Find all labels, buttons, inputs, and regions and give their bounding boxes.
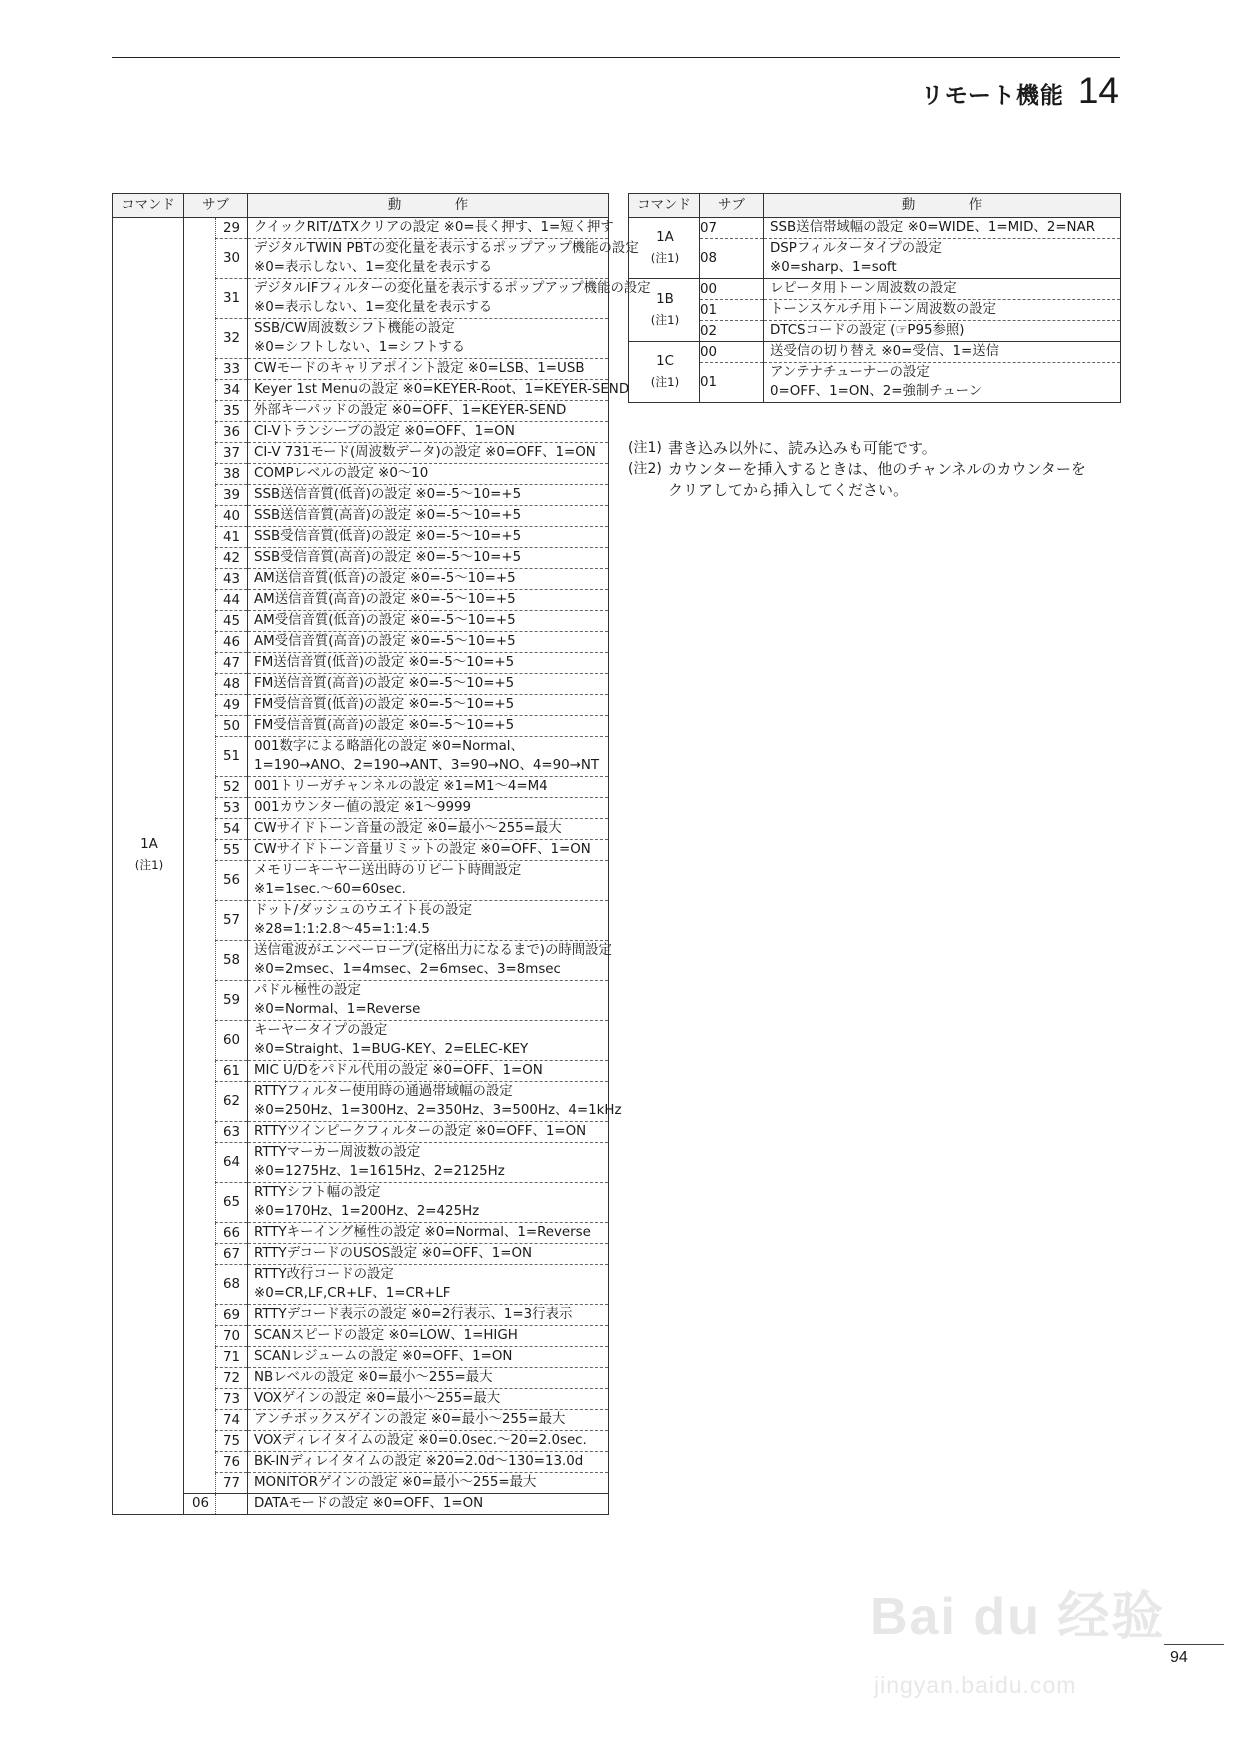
row-description <box>248 1452 609 1473</box>
description-line: アンテナチューナーの設定 <box>770 365 930 380</box>
description-line-2: ※0=シフトしない、1=シフトする <box>254 340 465 355</box>
sub-code: 34 <box>216 380 248 401</box>
description-line: MONITORゲインの設定 ※0=最小～255=最大 <box>254 1475 537 1490</box>
row-description <box>248 941 612 981</box>
row-description <box>248 1347 609 1368</box>
description-line: RTTYマーカー周波数の設定 <box>254 1145 421 1160</box>
table-header <box>113 194 609 218</box>
description-line: SSB送信帯域幅の設定 ※0=WIDE、1=MID、2=NAR <box>770 220 1096 235</box>
sub-code: 35 <box>216 401 248 422</box>
table-header <box>629 194 1121 218</box>
sub-blank-cell <box>184 218 216 1494</box>
sub-code: 42 <box>216 548 248 569</box>
header-command: コマンド <box>629 194 700 218</box>
description-line: MIC U/Dをパドル代用の設定 ※0=OFF、1=ON <box>254 1063 543 1078</box>
sub-code: 07 <box>700 218 764 239</box>
row-description <box>248 1305 609 1326</box>
header-command: コマンド <box>113 194 184 218</box>
sub-code: 61 <box>216 1061 248 1082</box>
row-description <box>248 506 609 527</box>
sub-code: 48 <box>216 674 248 695</box>
description-line: NBレベルの設定 ※0=最小～255=最大 <box>254 1370 493 1385</box>
description-line: デジタルIFフィルターの変化量を表示するポップアップ機能の設定 <box>254 281 651 296</box>
description-line: デジタルTWIN PBTの変化量を表示するポップアップ機能の設定 <box>254 241 639 256</box>
command-code: 1A <box>656 229 674 245</box>
command-code: 1C <box>656 353 674 369</box>
row-description <box>248 1389 609 1410</box>
sub-code: 29 <box>216 218 248 239</box>
description-line: アンチボックスゲインの設定 ※0=最小～255=最大 <box>254 1412 566 1427</box>
row-description <box>764 279 1121 300</box>
row-description <box>248 1122 609 1143</box>
row-description <box>764 363 1121 403</box>
description-line: RTTYキーイング極性の設定 ※0=Normal、1=Reverse <box>254 1225 591 1240</box>
description-line: レピータ用トーン周波数の設定 <box>770 281 957 296</box>
table-row <box>629 363 1121 403</box>
description-line: CI-Vトランシーブの設定 ※0=OFF、1=ON <box>254 424 515 439</box>
sub-code: 31 <box>216 279 248 319</box>
header-action: 動 作 <box>764 194 1121 218</box>
row-description <box>248 422 609 443</box>
description-line: SCANレジュームの設定 ※0=OFF、1=ON <box>254 1349 513 1364</box>
row-description <box>248 401 609 422</box>
row-description <box>248 695 609 716</box>
row-description <box>248 777 609 798</box>
sub-code: 69 <box>216 1305 248 1326</box>
row-description <box>248 218 614 239</box>
chapter-title: リモート機能 <box>920 83 1064 109</box>
right-table-body <box>629 218 1121 403</box>
table-row <box>629 239 1121 279</box>
sub-code: 00 <box>700 279 764 300</box>
description-line-2: ※0=250Hz、1=300Hz、2=350Hz、3=500Hz、4=1kHz <box>254 1103 622 1118</box>
note-text: 書き込み以外に、読み込みも可能です。 <box>668 439 937 457</box>
sub-code: 47 <box>216 653 248 674</box>
header-sub: サブ <box>184 194 248 218</box>
description-line: Keyer 1st Menuの設定 ※0=KEYER-Root、1=KEYER-SEND <box>254 382 630 397</box>
row-description <box>764 239 1121 279</box>
sub-code: 06 <box>184 1494 216 1515</box>
sub-code: 41 <box>216 527 248 548</box>
sub-code: 66 <box>216 1223 248 1244</box>
header-sub: サブ <box>700 194 764 218</box>
sub-code: 43 <box>216 569 248 590</box>
description-line-2: ※0=表示しない、1=変化量を表示する <box>254 300 493 315</box>
description-line: FM受信音質(高音)の設定 ※0=-5～10=+5 <box>254 718 515 733</box>
sub-code: 64 <box>216 1143 248 1183</box>
sub-code: 46 <box>216 632 248 653</box>
command-cell <box>629 218 700 279</box>
sub-code: 59 <box>216 981 248 1021</box>
command-code: 1B <box>656 291 674 307</box>
row-description <box>248 239 639 279</box>
sub-code: 54 <box>216 819 248 840</box>
row-description <box>248 737 609 777</box>
row-description <box>764 300 1121 321</box>
row-description <box>248 1431 609 1452</box>
description-line: DTCSコードの設定 (☞P95参照) <box>770 323 965 338</box>
sub-code: 45 <box>216 611 248 632</box>
description-line: BK-INディレイタイムの設定 ※20=2.0d～130=13.0d <box>254 1454 584 1469</box>
row-description <box>248 1473 609 1494</box>
page-number: 94 <box>1170 1649 1188 1666</box>
description-line-2: ※0=2msec、1=4msec、2=6msec、3=8msec <box>254 962 561 977</box>
table-row <box>629 279 1121 300</box>
row-description <box>248 1494 609 1515</box>
row-description <box>248 1326 609 1347</box>
description-line: AM受信音質(高音)の設定 ※0=-5～10=+5 <box>254 634 516 649</box>
header-action: 動 作 <box>248 194 609 218</box>
table-row <box>629 321 1121 342</box>
sub-code-empty <box>216 1494 248 1515</box>
row-description <box>248 1265 609 1305</box>
chapter-number: 14 <box>1077 70 1119 111</box>
sub-code: 65 <box>216 1183 248 1223</box>
table-row <box>629 300 1121 321</box>
watermark <box>870 1574 1170 1714</box>
description-line: VOXゲインの設定 ※0=最小～255=最大 <box>254 1391 501 1406</box>
row-description <box>248 1061 609 1082</box>
row-description <box>248 1143 609 1183</box>
sub-code: 38 <box>216 464 248 485</box>
description-line: AM送信音質(低音)の設定 ※0=-5～10=+5 <box>254 571 516 586</box>
description-line-2: ※0=表示しない、1=変化量を表示する <box>254 260 493 275</box>
watermark-url: jingyan.baidu.com <box>874 1672 1077 1698</box>
top-rule <box>112 57 1120 58</box>
sub-code: 01 <box>700 363 764 403</box>
sub-code: 68 <box>216 1265 248 1305</box>
row-description <box>248 632 609 653</box>
description-line: 001トリーガチャンネルの設定 ※1=M1～4=M4 <box>254 779 548 794</box>
sub-code: 60 <box>216 1021 248 1061</box>
description-line: FM送信音質(高音)の設定 ※0=-5～10=+5 <box>254 676 515 691</box>
sub-code: 02 <box>700 321 764 342</box>
sub-code: 36 <box>216 422 248 443</box>
description-line: ドット/ダッシュのウエイト長の設定 <box>254 903 472 918</box>
command-cell-empty <box>113 1494 184 1515</box>
sub-code: 53 <box>216 798 248 819</box>
description-line: DSPフィルタータイプの設定 <box>770 241 942 256</box>
table-row <box>113 1494 609 1515</box>
sub-code: 51 <box>216 737 248 777</box>
sub-code: 72 <box>216 1368 248 1389</box>
sub-code: 74 <box>216 1410 248 1431</box>
description-line: AM送信音質(高音)の設定 ※0=-5～10=+5 <box>254 592 516 607</box>
row-description <box>248 611 609 632</box>
row-description <box>248 443 609 464</box>
sub-code: 08 <box>700 239 764 279</box>
row-description <box>248 569 609 590</box>
sub-code: 62 <box>216 1082 248 1122</box>
description-line-2: ※0=Normal、1=Reverse <box>254 1002 421 1017</box>
description-line-2: ※0=sharp、1=soft <box>770 260 897 275</box>
description-line: トーンスケルチ用トーン周波数の設定 <box>770 302 997 317</box>
description-line: AM受信音質(低音)の設定 ※0=-5～10=+5 <box>254 613 516 628</box>
row-description <box>248 464 609 485</box>
row-description <box>764 218 1121 239</box>
sub-code: 70 <box>216 1326 248 1347</box>
description-line: RTTYフィルター使用時の通過帯域幅の設定 <box>254 1084 513 1099</box>
description-line: クイックRIT/ΔTXクリアの設定 ※0=長く押す、1=短く押す <box>254 220 614 235</box>
row-description <box>764 342 1121 363</box>
row-description <box>248 840 609 861</box>
description-line-2: ※0=170Hz、1=200Hz、2=425Hz <box>254 1204 480 1219</box>
sub-code: 63 <box>216 1122 248 1143</box>
row-description <box>248 527 609 548</box>
description-line: FM受信音質(低音)の設定 ※0=-5～10=+5 <box>254 697 515 712</box>
row-description <box>248 981 609 1021</box>
row-description <box>248 819 609 840</box>
command-code: 1A <box>140 837 158 853</box>
table-row <box>629 342 1121 363</box>
row-description <box>248 1244 609 1265</box>
description-line: SCANスピードの設定 ※0=LOW、1=HIGH <box>254 1328 518 1343</box>
description-line: SSB/CW周波数シフト機能の設定 <box>254 321 455 336</box>
row-description <box>248 485 609 506</box>
description-line-2: ※0=1275Hz、1=1615Hz、2=2125Hz <box>254 1164 505 1179</box>
row-description <box>248 590 609 611</box>
table-row <box>113 218 609 239</box>
row-description <box>248 1410 609 1431</box>
description-line: RTTYツインピークフィルターの設定 ※0=OFF、1=ON <box>254 1124 587 1139</box>
row-description <box>248 279 651 319</box>
description-line: CWサイドトーン音量の設定 ※0=最小～255=最大 <box>254 821 562 836</box>
description-line-2: ※28=1:1:2.8～45=1:1:4.5 <box>254 922 430 937</box>
sub-code: 30 <box>216 239 248 279</box>
command-note: (注1) <box>134 858 164 873</box>
sub-code: 75 <box>216 1431 248 1452</box>
table-row <box>629 218 1121 239</box>
description-line: DATAモードの設定 ※0=OFF、1=ON <box>254 1496 484 1511</box>
description-line: RTTY改行コードの設定 <box>254 1267 394 1282</box>
sub-code: 40 <box>216 506 248 527</box>
description-line: VOXディレイタイムの設定 ※0=0.0sec.～20=2.0sec. <box>254 1433 587 1448</box>
page-number-rule <box>1164 1644 1224 1645</box>
sub-code: 71 <box>216 1347 248 1368</box>
description-line: CWモードのキャリアポイント設定 ※0=LSB、1=USB <box>254 361 585 376</box>
sub-code: 52 <box>216 777 248 798</box>
row-description <box>764 321 1121 342</box>
command-cell <box>113 218 184 1494</box>
row-description <box>248 1368 609 1389</box>
row-description <box>248 1082 622 1122</box>
sub-code: 55 <box>216 840 248 861</box>
row-description <box>248 798 609 819</box>
row-description <box>248 380 630 401</box>
sub-code: 57 <box>216 901 248 941</box>
row-description <box>248 548 609 569</box>
description-line: CWサイドトーン音量リミットの設定 ※0=OFF、1=ON <box>254 842 591 857</box>
command-note: (注1) <box>650 374 680 389</box>
row-description <box>248 861 609 901</box>
sub-code: 00 <box>700 342 764 363</box>
description-line-2: ※1=1sec.～60=60sec. <box>254 882 406 897</box>
note-text-cont: クリアしてから挿入してください。 <box>668 481 909 499</box>
description-line: 001数字による略語化の設定 ※0=Normal、 <box>254 739 524 754</box>
note-label: (注2) <box>628 461 662 477</box>
note-text: カウンターを挿入するときは、他のチャンネルのカウンターを <box>668 460 1086 478</box>
description-line: SSB受信音質(低音)の設定 ※0=-5～10=+5 <box>254 529 522 544</box>
command-cell <box>629 342 700 403</box>
description-line: RTTYシフト幅の設定 <box>254 1185 381 1200</box>
sub-code: 39 <box>216 485 248 506</box>
row-description <box>248 653 609 674</box>
description-line-2: 0=OFF、1=ON、2=強制チューン <box>770 384 983 399</box>
sub-code: 58 <box>216 941 248 981</box>
notes <box>628 438 1128 501</box>
sub-code: 33 <box>216 359 248 380</box>
command-table-right <box>628 193 1121 403</box>
sub-code: 50 <box>216 716 248 737</box>
sub-code: 32 <box>216 319 248 359</box>
row-description <box>248 1021 609 1061</box>
sub-code: 37 <box>216 443 248 464</box>
description-line: 外部キーパッドの設定 ※0=OFF、1=KEYER-SEND <box>254 403 567 418</box>
watermark-brand: Bai du 经验 <box>870 1588 1166 1646</box>
sub-code: 73 <box>216 1389 248 1410</box>
description-line: SSB受信音質(高音)の設定 ※0=-5～10=+5 <box>254 550 522 565</box>
note-1 <box>628 438 1128 459</box>
description-line: SSB送信音質(高音)の設定 ※0=-5～10=+5 <box>254 508 522 523</box>
sub-code: 56 <box>216 861 248 901</box>
sub-code: 44 <box>216 590 248 611</box>
command-note: (注1) <box>650 312 680 327</box>
chapter-header <box>921 70 1119 112</box>
row-description <box>248 359 609 380</box>
command-note: (注1) <box>650 250 680 265</box>
description-line: SSB送信音質(低音)の設定 ※0=-5～10=+5 <box>254 487 522 502</box>
description-line: 001カウンター値の設定 ※1～9999 <box>254 800 472 815</box>
row-description <box>248 674 609 695</box>
row-description <box>248 716 609 737</box>
description-line: FM送信音質(低音)の設定 ※0=-5～10=+5 <box>254 655 515 670</box>
description-line: 送信電波がエンベーロープ(定格出力になるまで)の時間設定 <box>254 943 612 958</box>
description-line: パドル極性の設定 <box>254 983 361 998</box>
description-line: RTTYデコード表示の設定 ※0=2行表示、1=3行表示 <box>254 1307 573 1322</box>
sub-code: 67 <box>216 1244 248 1265</box>
sub-code: 01 <box>700 300 764 321</box>
description-line-2: ※0=Straight、1=BUG-KEY、2=ELEC-KEY <box>254 1042 529 1057</box>
row-description <box>248 319 609 359</box>
sub-code: 49 <box>216 695 248 716</box>
description-line: 送受信の切り替え ※0=受信、1=送信 <box>770 344 1000 359</box>
note-2 <box>628 459 1128 501</box>
description-line: メモリーキーヤー送出時のリピート時間設定 <box>254 863 522 878</box>
description-line-2: ※0=CR,LF,CR+LF、1=CR+LF <box>254 1286 451 1301</box>
description-line-2: 1=190→ANO、2=190→ANT、3=90→NO、4=90→NT <box>254 758 600 773</box>
note-label: (注1) <box>628 440 662 456</box>
description-line: RTTYデコードのUSOS設定 ※0=OFF、1=ON <box>254 1246 533 1261</box>
row-description <box>248 1223 609 1244</box>
row-description <box>248 901 609 941</box>
description-line: COMPレベルの設定 ※0～10 <box>254 466 429 481</box>
sub-code: 76 <box>216 1452 248 1473</box>
sub-code: 77 <box>216 1473 248 1494</box>
description-line: キーヤータイプの設定 <box>254 1023 388 1038</box>
command-cell <box>629 279 700 342</box>
description-line: CI-V 731モード(周波数データ)の設定 ※0=OFF、1=ON <box>254 445 596 460</box>
row-description <box>248 1183 609 1223</box>
